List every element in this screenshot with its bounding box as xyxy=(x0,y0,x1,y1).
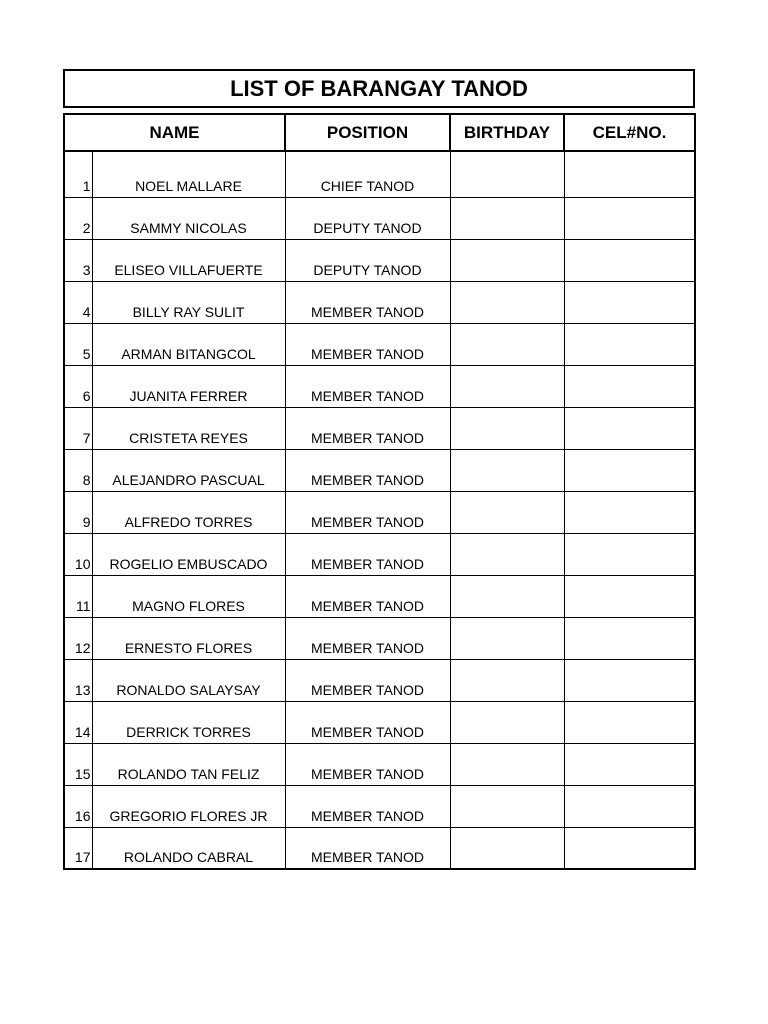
member-cel-no xyxy=(564,449,695,491)
table-row xyxy=(64,323,695,365)
member-name: DERRICK TORRES xyxy=(92,701,285,743)
member-cel-no xyxy=(564,365,695,407)
member-cel-no xyxy=(564,827,695,869)
member-cel-no xyxy=(564,785,695,827)
member-name: CRISTETA REYES xyxy=(92,407,285,449)
member-position: MEMBER TANOD xyxy=(285,575,450,617)
table-row xyxy=(64,743,695,785)
row-number: 5 xyxy=(64,323,92,365)
member-birthday xyxy=(450,743,564,785)
member-cel-no xyxy=(564,239,695,281)
member-name: ROLANDO TAN FELIZ xyxy=(92,743,285,785)
member-name: RONALDO SALAYSAY xyxy=(92,659,285,701)
column-header-name: NAME xyxy=(64,114,285,151)
member-cel-no xyxy=(564,575,695,617)
table-row xyxy=(64,281,695,323)
member-birthday xyxy=(450,575,564,617)
member-position: MEMBER TANOD xyxy=(285,533,450,575)
row-number: 10 xyxy=(64,533,92,575)
table-row xyxy=(64,365,695,407)
member-birthday xyxy=(450,407,564,449)
table-row xyxy=(64,575,695,617)
member-position: MEMBER TANOD xyxy=(285,701,450,743)
table-row xyxy=(64,533,695,575)
member-birthday xyxy=(450,449,564,491)
member-position: MEMBER TANOD xyxy=(285,365,450,407)
table-row xyxy=(64,449,695,491)
row-number: 2 xyxy=(64,197,92,239)
member-birthday xyxy=(450,701,564,743)
member-birthday xyxy=(450,323,564,365)
tanod-table xyxy=(63,113,696,870)
member-name: ERNESTO FLORES xyxy=(92,617,285,659)
row-number: 13 xyxy=(64,659,92,701)
member-cel-no xyxy=(564,659,695,701)
member-position: MEMBER TANOD xyxy=(285,659,450,701)
member-name: ALEJANDRO PASCUAL xyxy=(92,449,285,491)
member-name: NOEL MALLARE xyxy=(92,151,285,197)
member-cel-no xyxy=(564,197,695,239)
row-number: 9 xyxy=(64,491,92,533)
table-row xyxy=(64,407,695,449)
member-birthday xyxy=(450,197,564,239)
table-row xyxy=(64,785,695,827)
member-birthday xyxy=(450,365,564,407)
member-birthday xyxy=(450,151,564,197)
member-name: ROGELIO EMBUSCADO xyxy=(92,533,285,575)
member-position: MEMBER TANOD xyxy=(285,617,450,659)
member-name: MAGNO FLORES xyxy=(92,575,285,617)
row-number: 16 xyxy=(64,785,92,827)
page-title: LIST OF BARANGAY TANOD xyxy=(63,69,695,108)
member-birthday xyxy=(450,659,564,701)
member-birthday xyxy=(450,239,564,281)
row-number: 14 xyxy=(64,701,92,743)
member-position: DEPUTY TANOD xyxy=(285,239,450,281)
member-position: MEMBER TANOD xyxy=(285,323,450,365)
member-name: BILLY RAY SULIT xyxy=(92,281,285,323)
table-row xyxy=(64,659,695,701)
member-position: MEMBER TANOD xyxy=(285,785,450,827)
row-number: 12 xyxy=(64,617,92,659)
member-name: ELISEO VILLAFUERTE xyxy=(92,239,285,281)
row-number: 6 xyxy=(64,365,92,407)
column-header-position: POSITION xyxy=(285,114,450,151)
member-birthday xyxy=(450,533,564,575)
header-row xyxy=(64,114,695,151)
table-row xyxy=(64,617,695,659)
member-position: MEMBER TANOD xyxy=(285,827,450,869)
member-position: MEMBER TANOD xyxy=(285,491,450,533)
table-row xyxy=(64,197,695,239)
member-birthday xyxy=(450,281,564,323)
member-cel-no xyxy=(564,281,695,323)
member-cel-no xyxy=(564,701,695,743)
row-number: 7 xyxy=(64,407,92,449)
table-row xyxy=(64,827,695,869)
member-position: CHIEF TANOD xyxy=(285,151,450,197)
member-cel-no xyxy=(564,617,695,659)
member-position: MEMBER TANOD xyxy=(285,281,450,323)
member-position: MEMBER TANOD xyxy=(285,743,450,785)
member-birthday xyxy=(450,617,564,659)
member-cel-no xyxy=(564,323,695,365)
member-name: SAMMY NICOLAS xyxy=(92,197,285,239)
member-birthday xyxy=(450,491,564,533)
row-number: 11 xyxy=(64,575,92,617)
member-birthday xyxy=(450,827,564,869)
column-header-birthday: BIRTHDAY xyxy=(450,114,564,151)
member-name: ALFREDO TORRES xyxy=(92,491,285,533)
table-row xyxy=(64,701,695,743)
member-cel-no xyxy=(564,743,695,785)
table-body xyxy=(64,151,695,869)
member-cel-no xyxy=(564,491,695,533)
member-birthday xyxy=(450,785,564,827)
column-header-cel-no: CEL#NO. xyxy=(564,114,695,151)
row-number: 15 xyxy=(64,743,92,785)
row-number: 4 xyxy=(64,281,92,323)
table-row xyxy=(64,491,695,533)
member-cel-no xyxy=(564,407,695,449)
member-name: GREGORIO FLORES JR xyxy=(92,785,285,827)
table-row xyxy=(64,239,695,281)
row-number: 8 xyxy=(64,449,92,491)
member-cel-no xyxy=(564,151,695,197)
member-position: DEPUTY TANOD xyxy=(285,197,450,239)
member-name: ARMAN BITANGCOL xyxy=(92,323,285,365)
row-number: 17 xyxy=(64,827,92,869)
member-position: MEMBER TANOD xyxy=(285,407,450,449)
row-number: 3 xyxy=(64,239,92,281)
table-header xyxy=(64,114,695,151)
member-cel-no xyxy=(564,533,695,575)
member-name: ROLANDO CABRAL xyxy=(92,827,285,869)
table-row xyxy=(64,151,695,197)
member-position: MEMBER TANOD xyxy=(285,449,450,491)
member-name: JUANITA FERRER xyxy=(92,365,285,407)
row-number: 1 xyxy=(64,151,92,197)
